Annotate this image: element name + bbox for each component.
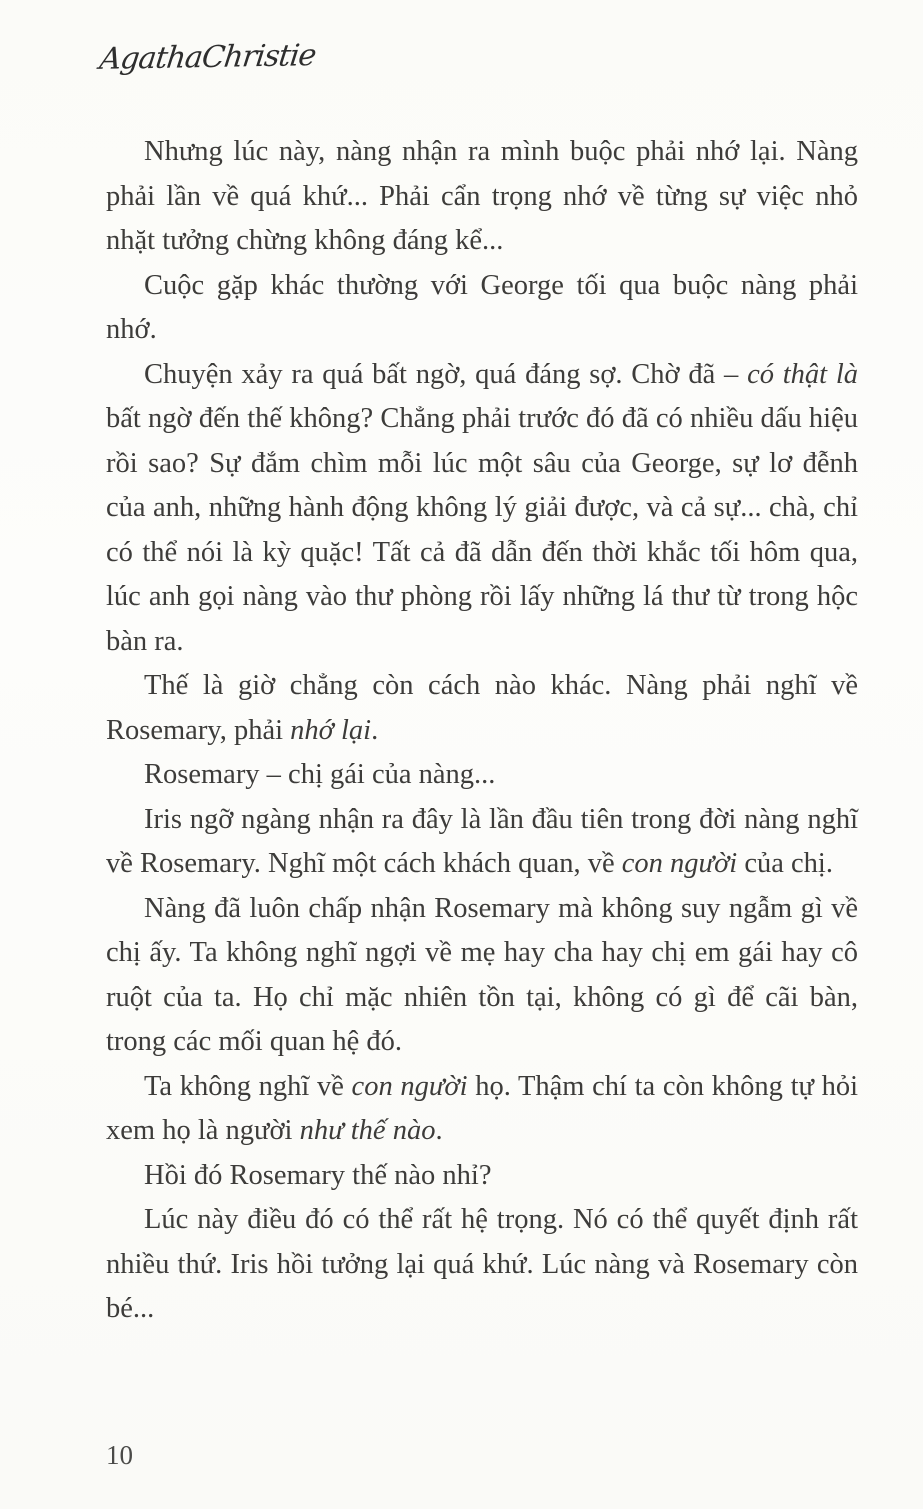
page-body [106, 130, 858, 1332]
paragraph [106, 753, 858, 798]
text-run: Iris ngỡ ngàng nhận ra đây là lần đầu tiên trong đời nàng nghĩ về Rosemary. Nghĩ một cách khách quan, về [106, 803, 858, 879]
text-run: Cuộc gặp khác thường với George tối qua buộc nàng phải nhớ. [106, 269, 858, 345]
text-run: Nhưng lúc này, nàng nhận ra mình buộc phải nhớ lại. Nàng phải lần về quá khứ... Phải cẩn trọng nhớ về từng sự việc nhỏ nhặt tưởng chừng không đáng kể... [106, 136, 858, 256]
italic-text-run: con người [351, 1070, 468, 1102]
italic-text-run: nhớ lại [290, 714, 372, 746]
italic-text-run: con người [621, 848, 738, 879]
text-run: Hồi đó Rosemary thế nào nhỉ? [144, 1159, 492, 1191]
italic-text-run: như thế nào [299, 1115, 436, 1146]
paragraph [106, 353, 858, 665]
text-run: Ta không nghĩ về [144, 1070, 352, 1102]
text-run: Nàng đã luôn chấp nhận Rosemary mà không suy ngẫm gì về chị ấy. Ta không nghĩ ngợi về mẹ hay cha hay chị em gái hay cô ruột của ta. Họ chỉ mặc nhiên tồn tại, không có gì để cãi bàn, trong các mối quan hệ đó. [106, 892, 858, 1057]
text-run: Lúc này điều đó có thể rất hệ trọng. Nó có thể quyết định rất nhiều thứ. Iris hồi tưởng lại quá khứ. Lúc nàng và Rosemary còn bé... [106, 1204, 858, 1324]
text-run: Thế là giờ chẳng còn cách nào khác. Nàng phải nghĩ về Rosemary, phải [106, 670, 858, 746]
text-run: họ. Thậm chí ta còn không tự hỏi xem họ là người [106, 1070, 859, 1146]
text-run: . [435, 1115, 443, 1146]
text-run: của chị. [737, 848, 833, 879]
paragraph [106, 887, 858, 1065]
paragraph [106, 130, 858, 264]
author-signature: AgathaChristie [97, 38, 318, 77]
paragraph [106, 798, 858, 887]
text-run: Rosemary – chị gái của nàng... [144, 759, 496, 790]
paragraph [106, 1154, 858, 1199]
paragraph [106, 664, 858, 753]
paragraph [106, 264, 858, 353]
paragraph [106, 1198, 858, 1332]
text-run: Chuyện xảy ra quá bất ngờ, quá đáng sợ. Chờ đã – [144, 358, 748, 390]
page-number: 10 [106, 1440, 133, 1470]
text-run: . [371, 714, 379, 746]
paragraph [106, 1065, 858, 1154]
text-run: bất ngờ đến thế không? Chẳng phải trước đó đã có nhiều dấu hiệu rồi sao? Sự đắm chìm mỗi lúc một sâu của George, sự lơ đễnh của anh, những hành động không lý giải được, và cả sự... chà, chỉ có thể nói là kỳ quặc! Tất cả đã dẫn đến thời khắc tối hôm qua, lúc anh gọi nàng vào thư phòng rồi lấy những lá thư từ trong hộc bàn ra. [106, 403, 858, 657]
italic-text-run: có thật là [747, 358, 859, 390]
